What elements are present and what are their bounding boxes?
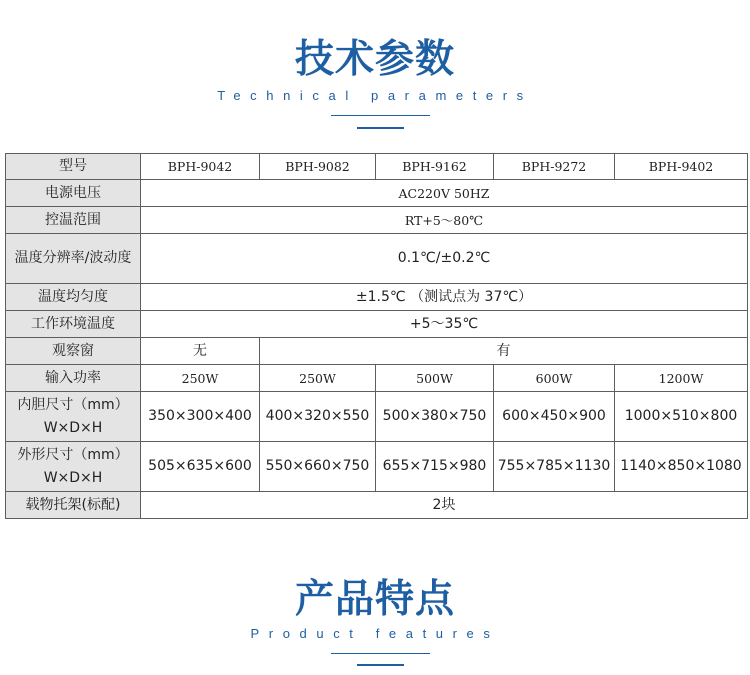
- temp-range-value: RT+5～80℃: [141, 207, 748, 234]
- row-label-inner-size: 内胆尺寸（mm）W×D×H: [6, 392, 141, 442]
- table-row-uniformity: [6, 284, 748, 311]
- section-divider-thick-2: [357, 664, 404, 666]
- section-title-technical: 技术参数: [294, 37, 455, 82]
- outer-size-cell: 505×635×600: [141, 442, 260, 492]
- table-row-inner-size: [6, 392, 748, 442]
- model-cell: BPH-9082: [260, 154, 376, 180]
- inner-size-cell: 400×320×550: [260, 392, 376, 442]
- inner-size-cell: 600×450×900: [494, 392, 615, 442]
- model-cell: BPH-9162: [376, 154, 494, 180]
- section-divider-thin-2: [331, 653, 430, 654]
- table-row-outer-size: [6, 442, 748, 492]
- row-label-outer-size: 外形尺寸（mm）W×D×H: [6, 442, 141, 492]
- outer-size-cell: 755×785×1130: [494, 442, 615, 492]
- inner-size-cell: 500×380×750: [376, 392, 494, 442]
- section-divider-thin: [331, 115, 430, 116]
- voltage-value: AC220V 50HZ: [141, 180, 748, 207]
- inner-size-cell: 1000×510×800: [615, 392, 748, 442]
- window-value-rest: 有: [260, 338, 748, 365]
- table-row-resolution: [6, 234, 748, 284]
- outer-size-cell: 655×715×980: [376, 442, 494, 492]
- resolution-value: 0.1℃/±0.2℃: [141, 234, 748, 284]
- table-row-env-temp: [6, 311, 748, 338]
- row-label-temp-range: 控温范围: [6, 207, 141, 234]
- window-value-first: 无: [141, 338, 260, 365]
- inner-size-cell: 350×300×400: [141, 392, 260, 442]
- env-temp-value: +5～35℃: [141, 311, 748, 338]
- row-label-window: 观察窗: [6, 338, 141, 365]
- section-divider-thick: [357, 127, 404, 129]
- section-title-features: 产品特点: [294, 577, 455, 622]
- table-row-model: [6, 154, 748, 180]
- power-cell: 250W: [260, 365, 376, 392]
- row-label-env-temp: 工作环境温度: [6, 311, 141, 338]
- row-label-resolution: 温度分辨率/波动度: [6, 234, 141, 284]
- row-label-voltage: 电源电压: [6, 180, 141, 207]
- spec-table: [5, 153, 748, 519]
- table-row-window: [6, 338, 748, 365]
- row-label-model: 型号: [6, 154, 141, 180]
- table-row-shelf: [6, 492, 748, 519]
- power-cell: 1200W: [615, 365, 748, 392]
- power-cell: 250W: [141, 365, 260, 392]
- table-row-power: [6, 365, 748, 392]
- row-label-shelf: 载物托架(标配): [6, 492, 141, 519]
- row-label-power: 输入功率: [6, 365, 141, 392]
- uniformity-value: ±1.5℃ （测试点为 37℃）: [141, 284, 748, 311]
- outer-size-cell: 1140×850×1080: [615, 442, 748, 492]
- model-cell: BPH-9042: [141, 154, 260, 180]
- row-label-uniformity: 温度均匀度: [6, 284, 141, 311]
- section-subtitle-features: Product features: [250, 626, 500, 641]
- table-row-voltage: [6, 180, 748, 207]
- power-cell: 600W: [494, 365, 615, 392]
- model-cell: BPH-9272: [494, 154, 615, 180]
- power-cell: 500W: [376, 365, 494, 392]
- model-cell: BPH-9402: [615, 154, 748, 180]
- section-subtitle-technical: Technical parameters: [217, 88, 533, 103]
- outer-size-cell: 550×660×750: [260, 442, 376, 492]
- table-row-temp-range: [6, 207, 748, 234]
- shelf-value: 2块: [141, 492, 748, 519]
